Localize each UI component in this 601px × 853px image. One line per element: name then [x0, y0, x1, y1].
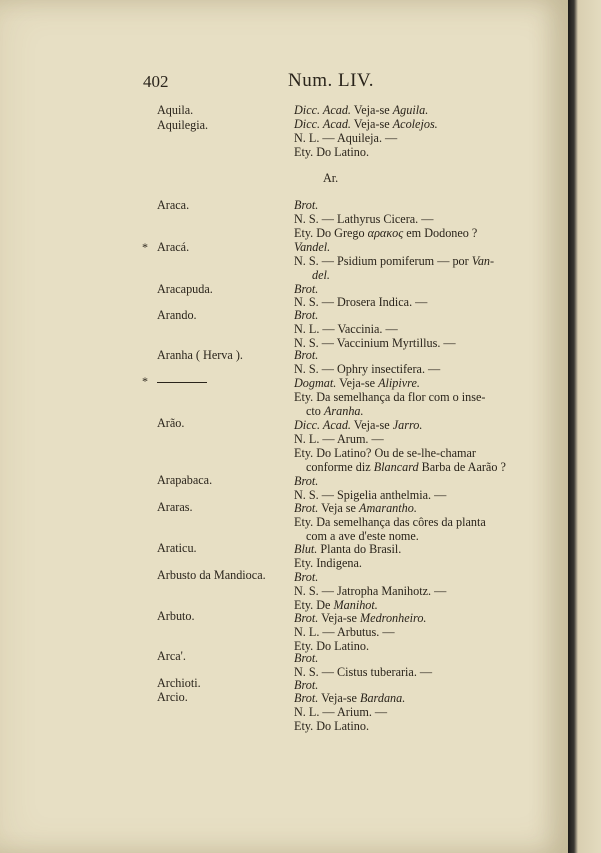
def-line: N. S. — Lathyrus Cicera. — — [294, 212, 434, 226]
def-line: N. L. — Arum. — — [294, 432, 384, 446]
section-title: Num. LIV. — [288, 70, 374, 91]
def-line: N. L. — Arium. — — [294, 705, 388, 719]
term-arao: Arão. — [157, 416, 185, 430]
page-number: 402 — [143, 72, 169, 91]
def-line: cto Aranha. — [306, 404, 364, 418]
def-line: Brot. — [294, 282, 319, 296]
term-arapabaca: Arapabaca. — [157, 473, 213, 487]
def-line: Ety. Do Grego αρακος em Dodoneo ? — [294, 226, 478, 240]
def-line: Ety. Da semelhança da flor com o inse- — [294, 390, 486, 404]
def-line: N. L. — Arbutus. — — [294, 625, 395, 639]
def-line: Brot. Veja-se Medronheiro. — [294, 611, 427, 625]
def-line: N. S. — Ophry insectifera. — — [294, 362, 441, 376]
def-line: Dicc. Acad. Veja-se Jarro. — [294, 418, 423, 432]
def-line: N. S. — Vaccinium Myrtillus. — — [294, 336, 456, 350]
def-line: Dicc. Acad. Veja-se Acolejos. — [294, 117, 438, 131]
def-heading: Ar. — [323, 171, 339, 185]
def-line: del. — [312, 268, 330, 282]
def-line: Brot. — [294, 651, 319, 665]
term-araca-accent: Aracá. — [157, 240, 190, 254]
def-line: Ety. De Manihot. — [294, 598, 378, 612]
book-gutter — [568, 0, 601, 853]
def-line: N. S. — Jatropha Manihotz. — — [294, 584, 447, 598]
def-line: Brot. — [294, 308, 319, 322]
def-line: Dicc. Acad. Veja-se Aguila. — [294, 103, 429, 117]
def-line: N. S. — Drosera Indica. — — [294, 295, 428, 309]
term-araca: Araca. — [157, 198, 190, 212]
term-araticu: Araticu. — [157, 541, 197, 555]
def-line: conforme diz Blancard Barba de Aarão ? — [306, 460, 506, 474]
term-arando: Arando. — [157, 308, 197, 322]
term-aquila: Aquila. — [157, 103, 194, 117]
def-line: Ety. Do Latino. — [294, 639, 370, 653]
def-line: Brot. — [294, 348, 319, 362]
term-arbusto-mandioca: Arbusto da Mandioca. — [157, 568, 266, 582]
def-line: Ety. Da semelhança das côres da planta — [294, 515, 486, 529]
def-line: Brot. — [294, 198, 319, 212]
term-arcio: Arcio. — [157, 690, 188, 704]
def-line: Brot. — [294, 570, 319, 584]
def-line: Dogmat. Veja-se Alipivre. — [294, 376, 420, 390]
def-line: N. L. — Aquileja. — — [294, 131, 398, 145]
marker-star: * — [142, 374, 148, 388]
def-line: Ety. Do Latino? Ou de se-lhe-chamar — [294, 446, 476, 460]
term-arca: Arca'. — [157, 649, 186, 663]
repeat-dash — [157, 382, 207, 383]
def-line: Brot. — [294, 474, 319, 488]
def-line: N. S. — Cistus tuberaria. — — [294, 665, 433, 679]
term-aracapuda: Aracapuda. — [157, 282, 213, 296]
term-aquilegia: Aquilegia. — [157, 118, 209, 132]
def-line: N. L. — Vaccinia. — — [294, 322, 398, 336]
term-araras: Araras. — [157, 500, 193, 514]
term-aranha: Aranha ( Herva ). — [157, 348, 243, 362]
term-arbuto: Arbuto. — [157, 609, 195, 623]
def-line: com a ave d'este nome. — [306, 529, 419, 543]
def-line: N. S. — Spigelia anthelmia. — — [294, 488, 447, 502]
term-archioti: Archioti. — [157, 676, 201, 690]
def-line: N. S. — Psidium pomiferum — por Van- — [294, 254, 495, 268]
def-line: Ety. Do Latino. — [294, 145, 370, 159]
def-line: Ety. Do Latino. — [294, 719, 370, 733]
def-line: Blut. Planta do Brasil. — [294, 542, 402, 556]
marker-star: * — [142, 240, 148, 254]
def-line: Brot. — [294, 678, 319, 692]
def-line: Brot. Veja-se Bardana. — [294, 691, 406, 705]
def-line: Ety. Indigena. — [294, 556, 362, 570]
def-line: Brot. Veja se Amarantho. — [294, 501, 417, 515]
def-line: Vandel. — [294, 240, 331, 254]
